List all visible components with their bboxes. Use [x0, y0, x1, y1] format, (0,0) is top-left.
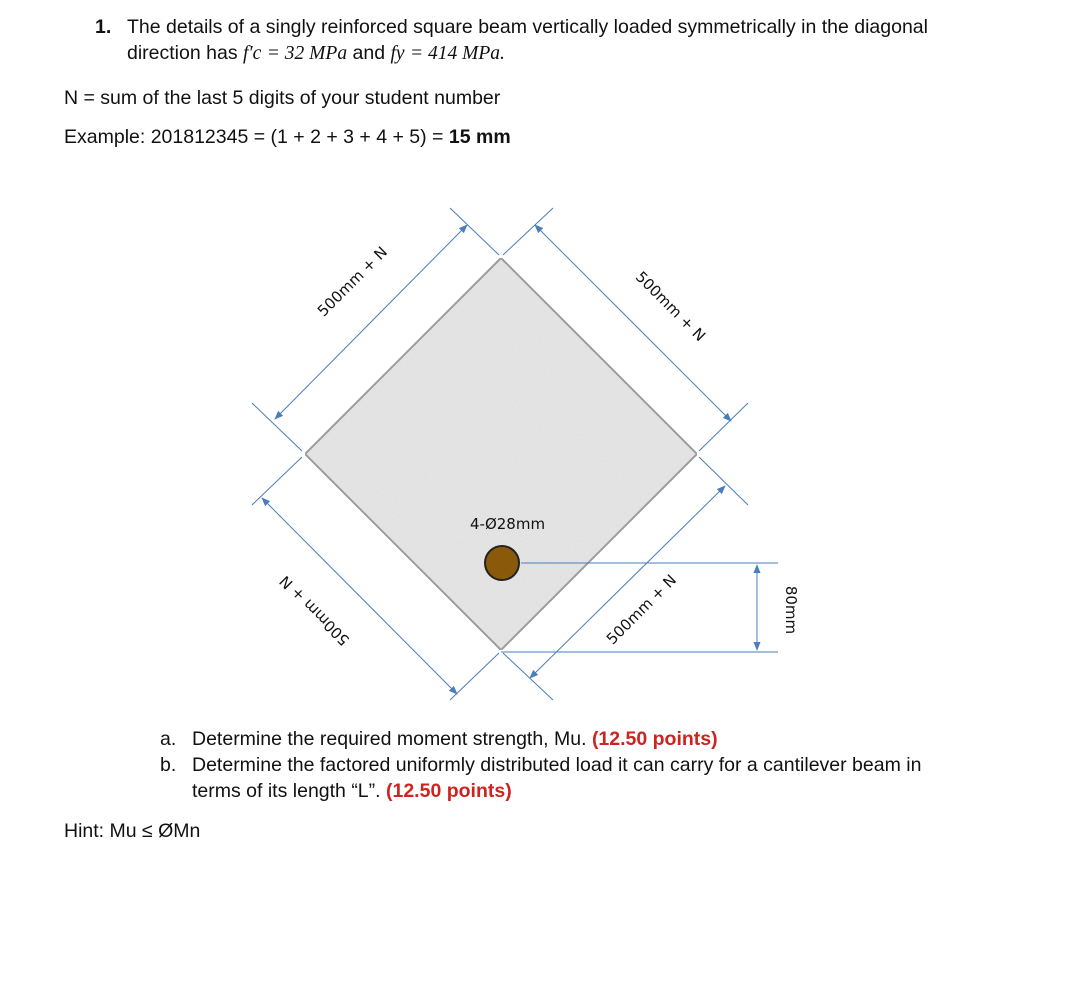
part-b-points: (12.50 points): [386, 780, 512, 802]
example-result: 15 mm: [448, 126, 511, 148]
ext-line-top-a: [450, 208, 499, 255]
part-b-letter: b.: [160, 754, 177, 776]
ext-line-left-a: [252, 403, 302, 451]
dim-label-bottom-right: 500mm + N: [602, 570, 681, 649]
ext-line-right-b: [699, 457, 748, 505]
ext-line-top-b: [503, 208, 553, 255]
concrete-section: [305, 258, 697, 650]
part-b-text: Determine the factored uniformly distributed load it can carry for a cantilever beam in: [192, 754, 922, 776]
and-text: and: [352, 42, 386, 64]
part-b-line-2: [192, 780, 512, 803]
rebar-circle: [485, 546, 519, 580]
fy-value: = 414 MPa.: [409, 43, 505, 64]
question-line-1: The details of a singly reinforced square beam vertically loaded symmetrically in the diagonal: [127, 16, 928, 38]
example-prefix: Example: 201812345 = (1 + 2 + 3 + 4 + 5) =: [64, 126, 444, 148]
ext-line-bottom-a: [450, 653, 499, 700]
dim-label-top-left: 500mm + N: [313, 242, 392, 321]
fc-value: = 32 MPa: [266, 43, 348, 64]
question-number: 1.: [95, 16, 112, 38]
fc-symbol: f′c: [243, 43, 262, 64]
hint: Hint: Mu ≤ ØMn: [64, 820, 201, 842]
part-b-text-2: terms of its length “L”.: [192, 780, 381, 802]
dim-label-bottom-left: 500mm + N: [275, 571, 354, 650]
n-definition: N = sum of the last 5 digits of your student number: [64, 87, 501, 109]
part-a-text: Determine the required moment strength, Mu.: [192, 728, 587, 750]
fy-symbol: fy: [390, 43, 405, 64]
ext-line-left-b: [252, 457, 302, 505]
rebar-label: 4-Ø28mm: [470, 515, 546, 533]
dim-label-top-right: 500mm + N: [631, 267, 710, 346]
cover-dim-label: 80mm: [782, 585, 800, 635]
question-line-2-prefix: direction has: [127, 42, 238, 64]
ext-line-right-a: [699, 403, 748, 451]
part-a-points: (12.50 points): [591, 728, 718, 750]
ext-line-bottom-b: [503, 653, 553, 700]
part-a-letter: a.: [160, 728, 177, 750]
part-a: [192, 728, 718, 751]
